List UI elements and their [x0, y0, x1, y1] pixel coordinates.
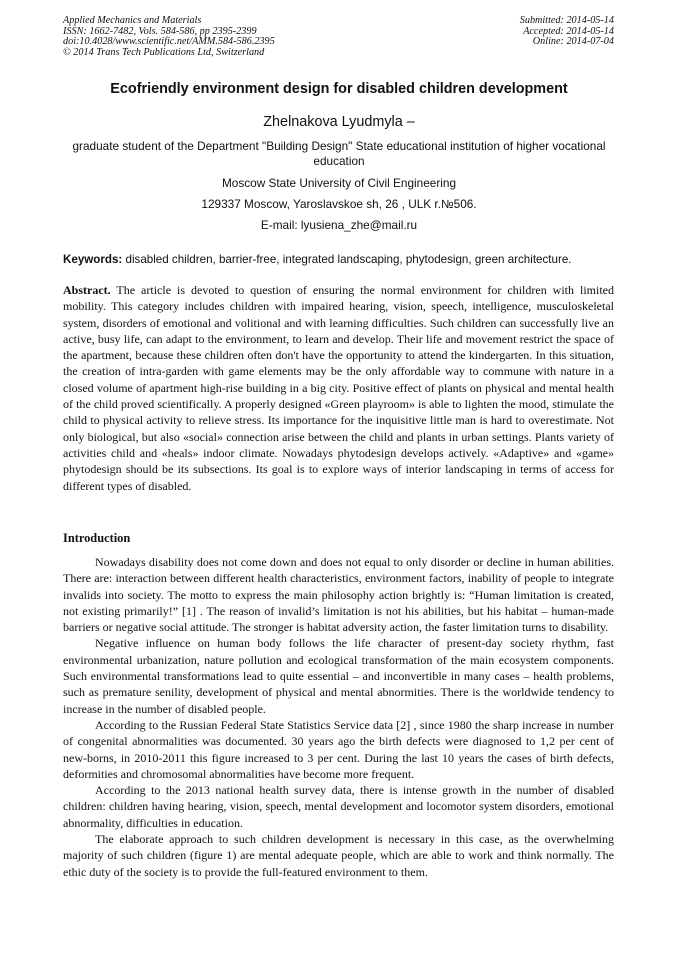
affiliation-university: Moscow State University of Civil Engineering — [221, 176, 457, 190]
abstract — [63, 282, 614, 494]
affiliation-email: E-mail: lyusiena_zhe@mail.ru — [260, 218, 418, 232]
introduction-heading: Introduction — [63, 531, 131, 545]
online-date: Online: 2014-07-04 — [532, 36, 614, 48]
affiliation-address: 129337 Moscow, Yaroslavskoe sh, 26 , ULK r.№506. — [201, 197, 477, 211]
introduction-body — [63, 554, 614, 880]
affiliation-department: graduate student of the Department "Building Design" State educational institution of higher vocational education — [72, 139, 606, 168]
paper-title: Ecofriendly environment design for disabled children development — [110, 81, 568, 97]
journal-issn: ISSN: 1662-7482, Vols. 584-586, pp 2395-2399 — [63, 25, 257, 37]
keywords-label: Keywords: — [63, 253, 123, 266]
keywords — [63, 253, 623, 266]
submitted-date: Submitted: 2014-05-14 — [519, 15, 614, 26]
keywords-text: disabled children, barrier-free, integrated landscaping, phytodesign, green architecture. — [122, 253, 572, 266]
intro-paragraph: According to the Russian Federal State Statistics Service data [2] , since 1980 the sharp increase in number of congenital abnormalities was documented. 30 years ago the birth defects were diagnosed to 1,2 per cent of new-borns, in 2010-2011 this figure increased to 3 per cent. During the last 10 years the cases of birth defects, deformities and chromosomal abnormalities have become more frequent. — [63, 717, 614, 781]
intro-paragraph: According to the 2013 national health survey data, there is intense growth in the number of disabled children: children having hearing, vision, speech, mental development and locomotor system disorders, emotional abnormality, difficulties in education. — [63, 783, 614, 830]
journal-copyright: © 2014 Trans Tech Publications Ltd, Switzerland — [63, 46, 265, 58]
submission-dates — [520, 16, 614, 48]
intro-paragraph: Negative influence on human body follows the life character of present-day society rhythm, fast environmental urbanization, nature pollution and ecological transformation of the main ecosystem components. Such environmental transformations lead to quite essential – and inconvertible in many cases – health problems, such as premature senility, development of physical and mental abnormities. There is the worldwide tendency to increase in the number of disabled people. — [63, 636, 614, 716]
abstract-label: Abstract. — [63, 283, 111, 297]
journal-info — [63, 16, 275, 58]
author-name: Zhelnakova Lyudmyla – — [263, 114, 415, 130]
accepted-date: Accepted: 2014-05-14 — [523, 25, 614, 37]
intro-paragraph: Nowadays disability does not come down and does not equal to only disorder or decline in human abilities. There are: interaction between different health characteristics, environment factors, inability of people to integrate invalids into society. The motto to express the main philosophy action brightly is: “Human limitation is created, not existing primarily!” [1] . The reason of invalid’s limitation is not his abilities, but his habitat – human-made barriers or negative social attitude. The stronger is habitat adversity action, the faster limitation turns to disability. — [63, 555, 614, 635]
journal-name: Applied Mechanics and Materials — [63, 15, 202, 26]
intro-paragraph: The elaborate approach to such children development is necessary in this case, as the overwhelming majority of such children (figure 1) are mental adequate people, which are able to work and think normally. The ethic duty of the society is to provide the full-featured environment to them. — [63, 832, 614, 879]
journal-doi: doi:10.4028/www.scientific.net/AMM.584-586.2395 — [63, 36, 275, 48]
abstract-text: The article is devoted to question of ensuring the normal environment for children with limited mobility. This category includes children with impaired hearing, vision, speech, intelligence, musculoskeletal system, disorders of emotional and volitional and with learning difficulties. Such children can successfully live an active, busy life, can adapt to the environment, to learn and develop. Their life and movement restrict the space of the apartment, because these children often don't have the opportunity to attend the kindergarten. In this situation, the creation of intra-garden with game elements may be the only affordable way to commune with nature in a closed volume of apartment high-rise building in a big city. Positive effect of plants on physical and mental health of the child proved scientifically. A properly designed «Green playroom» is able to lighten the mood, stimulate the child to physical activity to relieve stress. Its importance for the inquisitive little man is hard to overestimate. Not only biological, but also «social» connection arise between the child and plants in urban settings. Plants variety of activities child and «heals» indoor climate. Nowadays phytodesign develops actively. «Adaptive» and «game» phytodesign should be its subsections. Its goal is to explore ways of interior landscaping in terms of access for different types of disabled. — [63, 283, 614, 493]
